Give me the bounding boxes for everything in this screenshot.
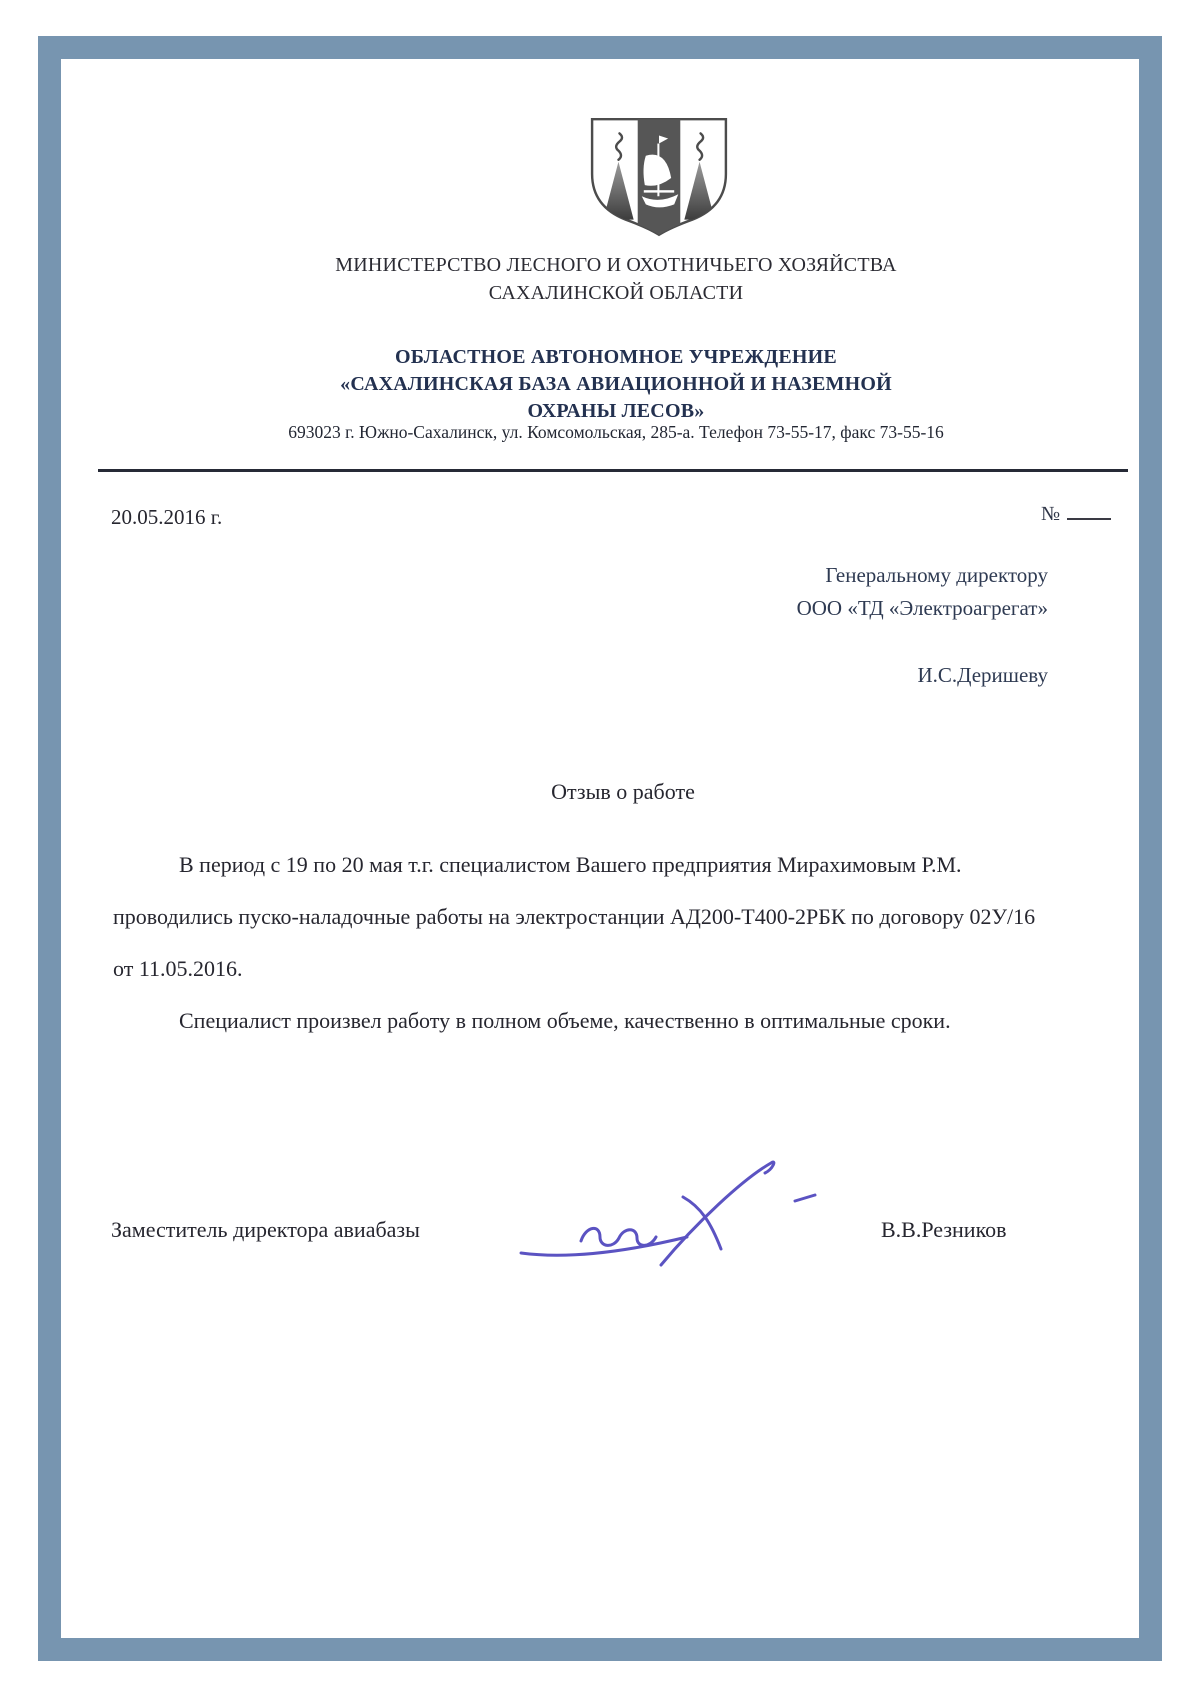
institution-line-1: ОБЛАСТНОЕ АВТОНОМНОЕ УЧРЕЖДЕНИЕ xyxy=(395,346,837,368)
handwritten-signature xyxy=(511,1149,821,1271)
letter-title: Отзыв о работе xyxy=(551,779,695,804)
institution-line-3: ОХРАНЫ ЛЕСОВ» xyxy=(527,400,705,422)
body-paragraph-1: В период с 19 по 20 мая т.г. специалистом Вашего предприятия Мирахимовым Р.М. проводились пуско-наладочные работы на электростанции АД200-Т400-2РБК по договору 02У/16 от 11.05.2016. xyxy=(113,852,1036,981)
page-border-frame xyxy=(38,36,1162,1661)
ministry-line-1: МИНИСТЕРСТВО ЛЕСНОГО И ОХОТНИЧЬЕГО ХОЗЯЙСТВА xyxy=(335,254,897,276)
signer-name: В.В.Резников xyxy=(881,1217,1007,1242)
letter-number xyxy=(1041,503,1111,526)
recipient-name: И.С.Деришеву xyxy=(917,663,1048,687)
header-divider xyxy=(98,469,1128,472)
institution-name xyxy=(61,344,1171,425)
address-line: 693023 г. Южно-Сахалинск, ул. Комсомольская, 285-а. Телефон 73-55-17, факс 73-55-16 xyxy=(288,422,944,442)
sakhalin-coat-of-arms-icon xyxy=(585,115,733,239)
institution-line-2: «САХАЛИНСКАЯ БАЗА АВИАЦИОННОЙ И НАЗЕМНОЙ xyxy=(340,373,892,395)
ministry-name xyxy=(61,251,1171,307)
recipient-company: ООО «ТД «Электроагрегат» xyxy=(796,596,1048,620)
signer-position: Заместитель директора авиабазы xyxy=(111,1217,420,1242)
recipient-block xyxy=(623,559,1048,692)
letter-date: 20.05.2016 г. xyxy=(111,505,223,529)
ministry-line-2: САХАЛИНСКОЙ ОБЛАСТИ xyxy=(488,282,744,304)
body-paragraph-2: Специалист произвел работу в полном объеме, качественно в оптимальные сроки. xyxy=(179,1008,951,1033)
recipient-position: Генеральному директору xyxy=(825,563,1048,587)
number-label: № xyxy=(1041,503,1061,525)
number-blank-line xyxy=(1067,503,1111,520)
